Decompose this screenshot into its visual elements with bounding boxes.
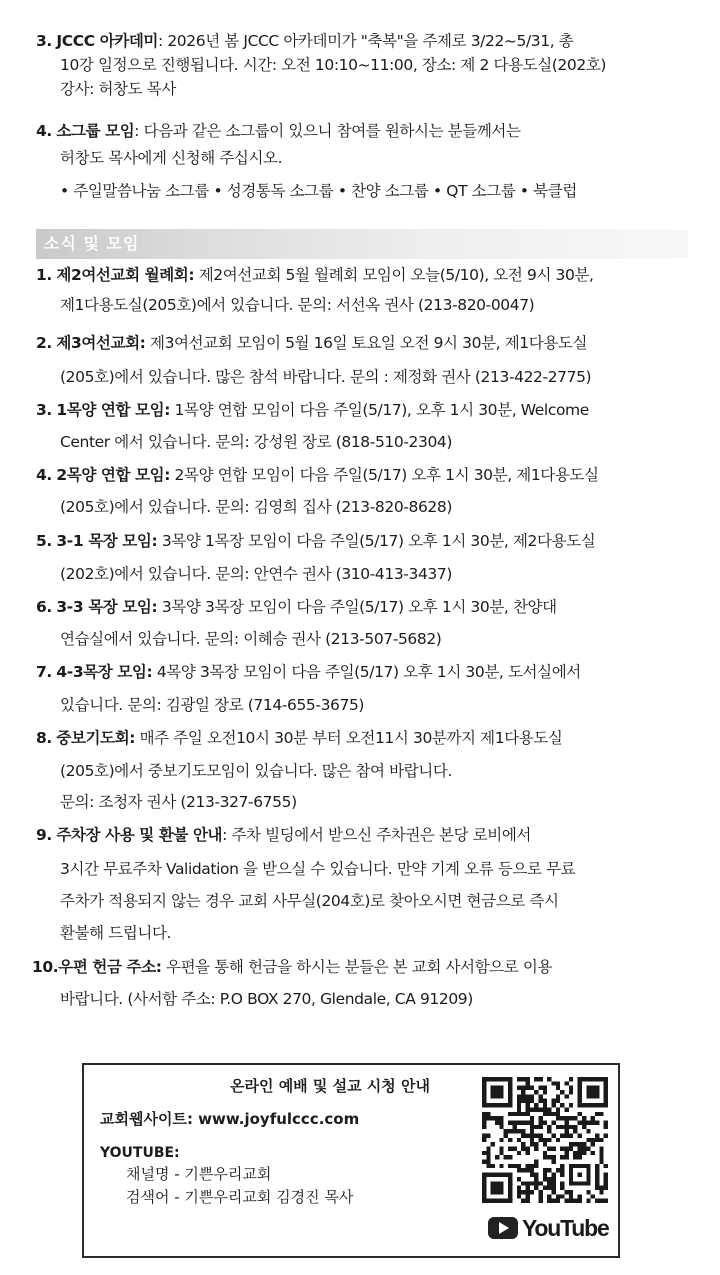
news-item (36, 530, 688, 583)
item-text: (205호)에서 있습니다. 많은 참석 바랍니다. 문의 : 제정화 권사 (213-422-2775) (60, 368, 592, 386)
news-item (36, 464, 688, 514)
item-text: Center 에서 있습니다. 문의: 강성원 장로 (818-510-2304) (60, 433, 453, 451)
item-title: 제2여선교회 월례회: (56, 266, 195, 284)
item-number: 1. (36, 266, 52, 284)
item-number: 3. (36, 32, 52, 50)
item-title: 2목양 연합 모임: (56, 466, 171, 484)
news-item (36, 661, 688, 714)
item-title: 우편 헌금 주소: (58, 958, 162, 976)
item-number: 8. (36, 729, 52, 747)
youtube-logo[interactable] (488, 1213, 608, 1243)
item-text: (205호)에서 있습니다. 문의: 김영희 집사 (213-820-8628) (60, 498, 452, 516)
youtube-label: YOUTUBE: (100, 1145, 180, 1161)
item-text: 바랍니다. (사서함 주소: P.O BOX 270, Glendale, CA 91209) (60, 990, 473, 1008)
item-text: : 주차 빌딩에서 받으신 주차권은 본당 로비에서 (222, 826, 531, 844)
news-item (32, 956, 688, 1011)
item-text: (205호)에서 중보기도모임이 있습니다. 많은 참여 바랍니다. (60, 762, 452, 780)
item-text: 주차가 적용되지 않는 경우 교회 사무실(204호)로 찾아오시면 현금으로 즉시 (60, 892, 559, 910)
item-text: 제1다용도실(205호)에서 있습니다. 문의: 서선옥 권사 (213-820-0047) (60, 296, 535, 314)
online-worship-box (82, 1063, 620, 1258)
item-text: 매주 주일 오전10시 30분 부터 오전11시 30분까지 제1다용도실 (135, 729, 563, 747)
news-item (36, 727, 688, 812)
item-title: 3-1 목장 모임: (56, 532, 158, 550)
item-jccc-academy (36, 30, 688, 100)
item-number: 7. (36, 663, 52, 681)
item-text: 10강 일정으로 진행됩니다. 시간: 오전 10:10~11:00, 장소: 제 2 다용도실(202호) (60, 56, 607, 74)
item-text: : 다음과 같은 소그룹이 있으니 참여를 원하시는 분들께서는 (134, 122, 521, 140)
item-text: • 주일말씀나눔 소그룹 • 성경통독 소그룹 • 찬양 소그룹 • QT 소그룹 • 북클럽 (60, 182, 577, 200)
item-text: 제3여선교회 모임이 5월 16일 토요일 오전 9시 30분, 제1다용도실 (145, 334, 588, 352)
item-text: 환불해 드립니다. (60, 924, 172, 942)
item-number: 5. (36, 532, 52, 550)
section-header (36, 229, 688, 259)
website-link[interactable]: 교회웹사이트: www.joyfulccc.com (100, 1110, 360, 1128)
youtube-logo-text: YouTube (522, 1215, 609, 1241)
item-number: 9. (36, 826, 52, 844)
item-text: 강사: 허창도 목사 (60, 80, 176, 98)
section-header-label: 소식 및 모임 (44, 234, 140, 253)
item-number: 4. (36, 122, 52, 140)
news-item (36, 399, 688, 449)
item-number: 2. (36, 334, 52, 352)
item-title: 4-3목장 모임: (56, 663, 153, 681)
item-text: 제2여선교회 5월 월례회 모임이 오늘(5/10), 오전 9시 30분, (194, 266, 594, 284)
item-text: 허창도 목사에게 신청해 주십시오. (60, 149, 283, 167)
news-item (36, 596, 688, 646)
news-item (36, 824, 688, 944)
news-item (36, 264, 688, 314)
item-number: 4. (36, 466, 52, 484)
item-number: 6. (36, 598, 52, 616)
item-text: 3목양 1목장 모임이 다음 주일(5/17) 오후 1시 30분, 제2다용도실 (157, 532, 596, 550)
online-box-title: 온라인 예배 및 설교 시청 안내 (230, 1077, 430, 1095)
item-text: 1목양 연합 모임이 다음 주일(5/17), 오후 1시 30분, Welcome (170, 401, 589, 419)
item-title: 소그룹 모임 (56, 122, 135, 140)
item-title: 제3여선교회: (56, 334, 146, 352)
youtube-play-icon (488, 1217, 518, 1239)
item-text: (202호)에서 있습니다. 문의: 안연수 권사 (310-413-3437) (60, 565, 452, 583)
item-title: JCCC 아카데미 (56, 32, 158, 50)
item-text: 연습실에서 있습니다. 문의: 이혜승 권사 (213-507-5682) (60, 630, 442, 648)
item-title: 중보기도회: (56, 729, 136, 747)
item-text: 3목양 3목장 모임이 다음 주일(5/17) 오후 1시 30분, 찬양대 (157, 598, 557, 616)
item-text: : 2026년 봄 JCCC 아카데미가 "축복"을 주제로 3/22~5/31, 총 (158, 32, 574, 50)
item-text: 3시간 무료주차 Validation 을 받으실 수 있습니다. 만약 기계 오류 등으로 무료 (60, 860, 576, 878)
item-title: 3-3 목장 모임: (56, 598, 158, 616)
item-number: 10. (32, 958, 59, 976)
item-text: 있습니다. 문의: 김광일 장로 (714-655-3675) (60, 696, 365, 714)
item-text: 문의: 조청자 권사 (213-327-6755) (60, 793, 297, 811)
news-item (36, 332, 688, 386)
item-small-groups (36, 120, 688, 210)
qr-code-icon[interactable] (482, 1075, 608, 1205)
youtube-search-term: 검색어 - 기쁜우리교회 김경진 목사 (126, 1188, 354, 1206)
youtube-channel: 채널명 - 기쁜우리교회 (126, 1165, 272, 1183)
item-text: 2목양 연합 모임이 다음 주일(5/17) 오후 1시 30분, 제1다용도실 (170, 466, 599, 484)
item-text: 우편을 통해 헌금을 하시는 분들은 본 교회 사서함으로 이용 (161, 958, 552, 976)
item-title: 1목양 연합 모임: (56, 401, 171, 419)
item-title: 주차장 사용 및 환불 안내 (56, 826, 223, 844)
item-number: 3. (36, 401, 52, 419)
item-text: 4목양 3목장 모임이 다음 주일(5/17) 오후 1시 30분, 도서실에서 (152, 663, 581, 681)
